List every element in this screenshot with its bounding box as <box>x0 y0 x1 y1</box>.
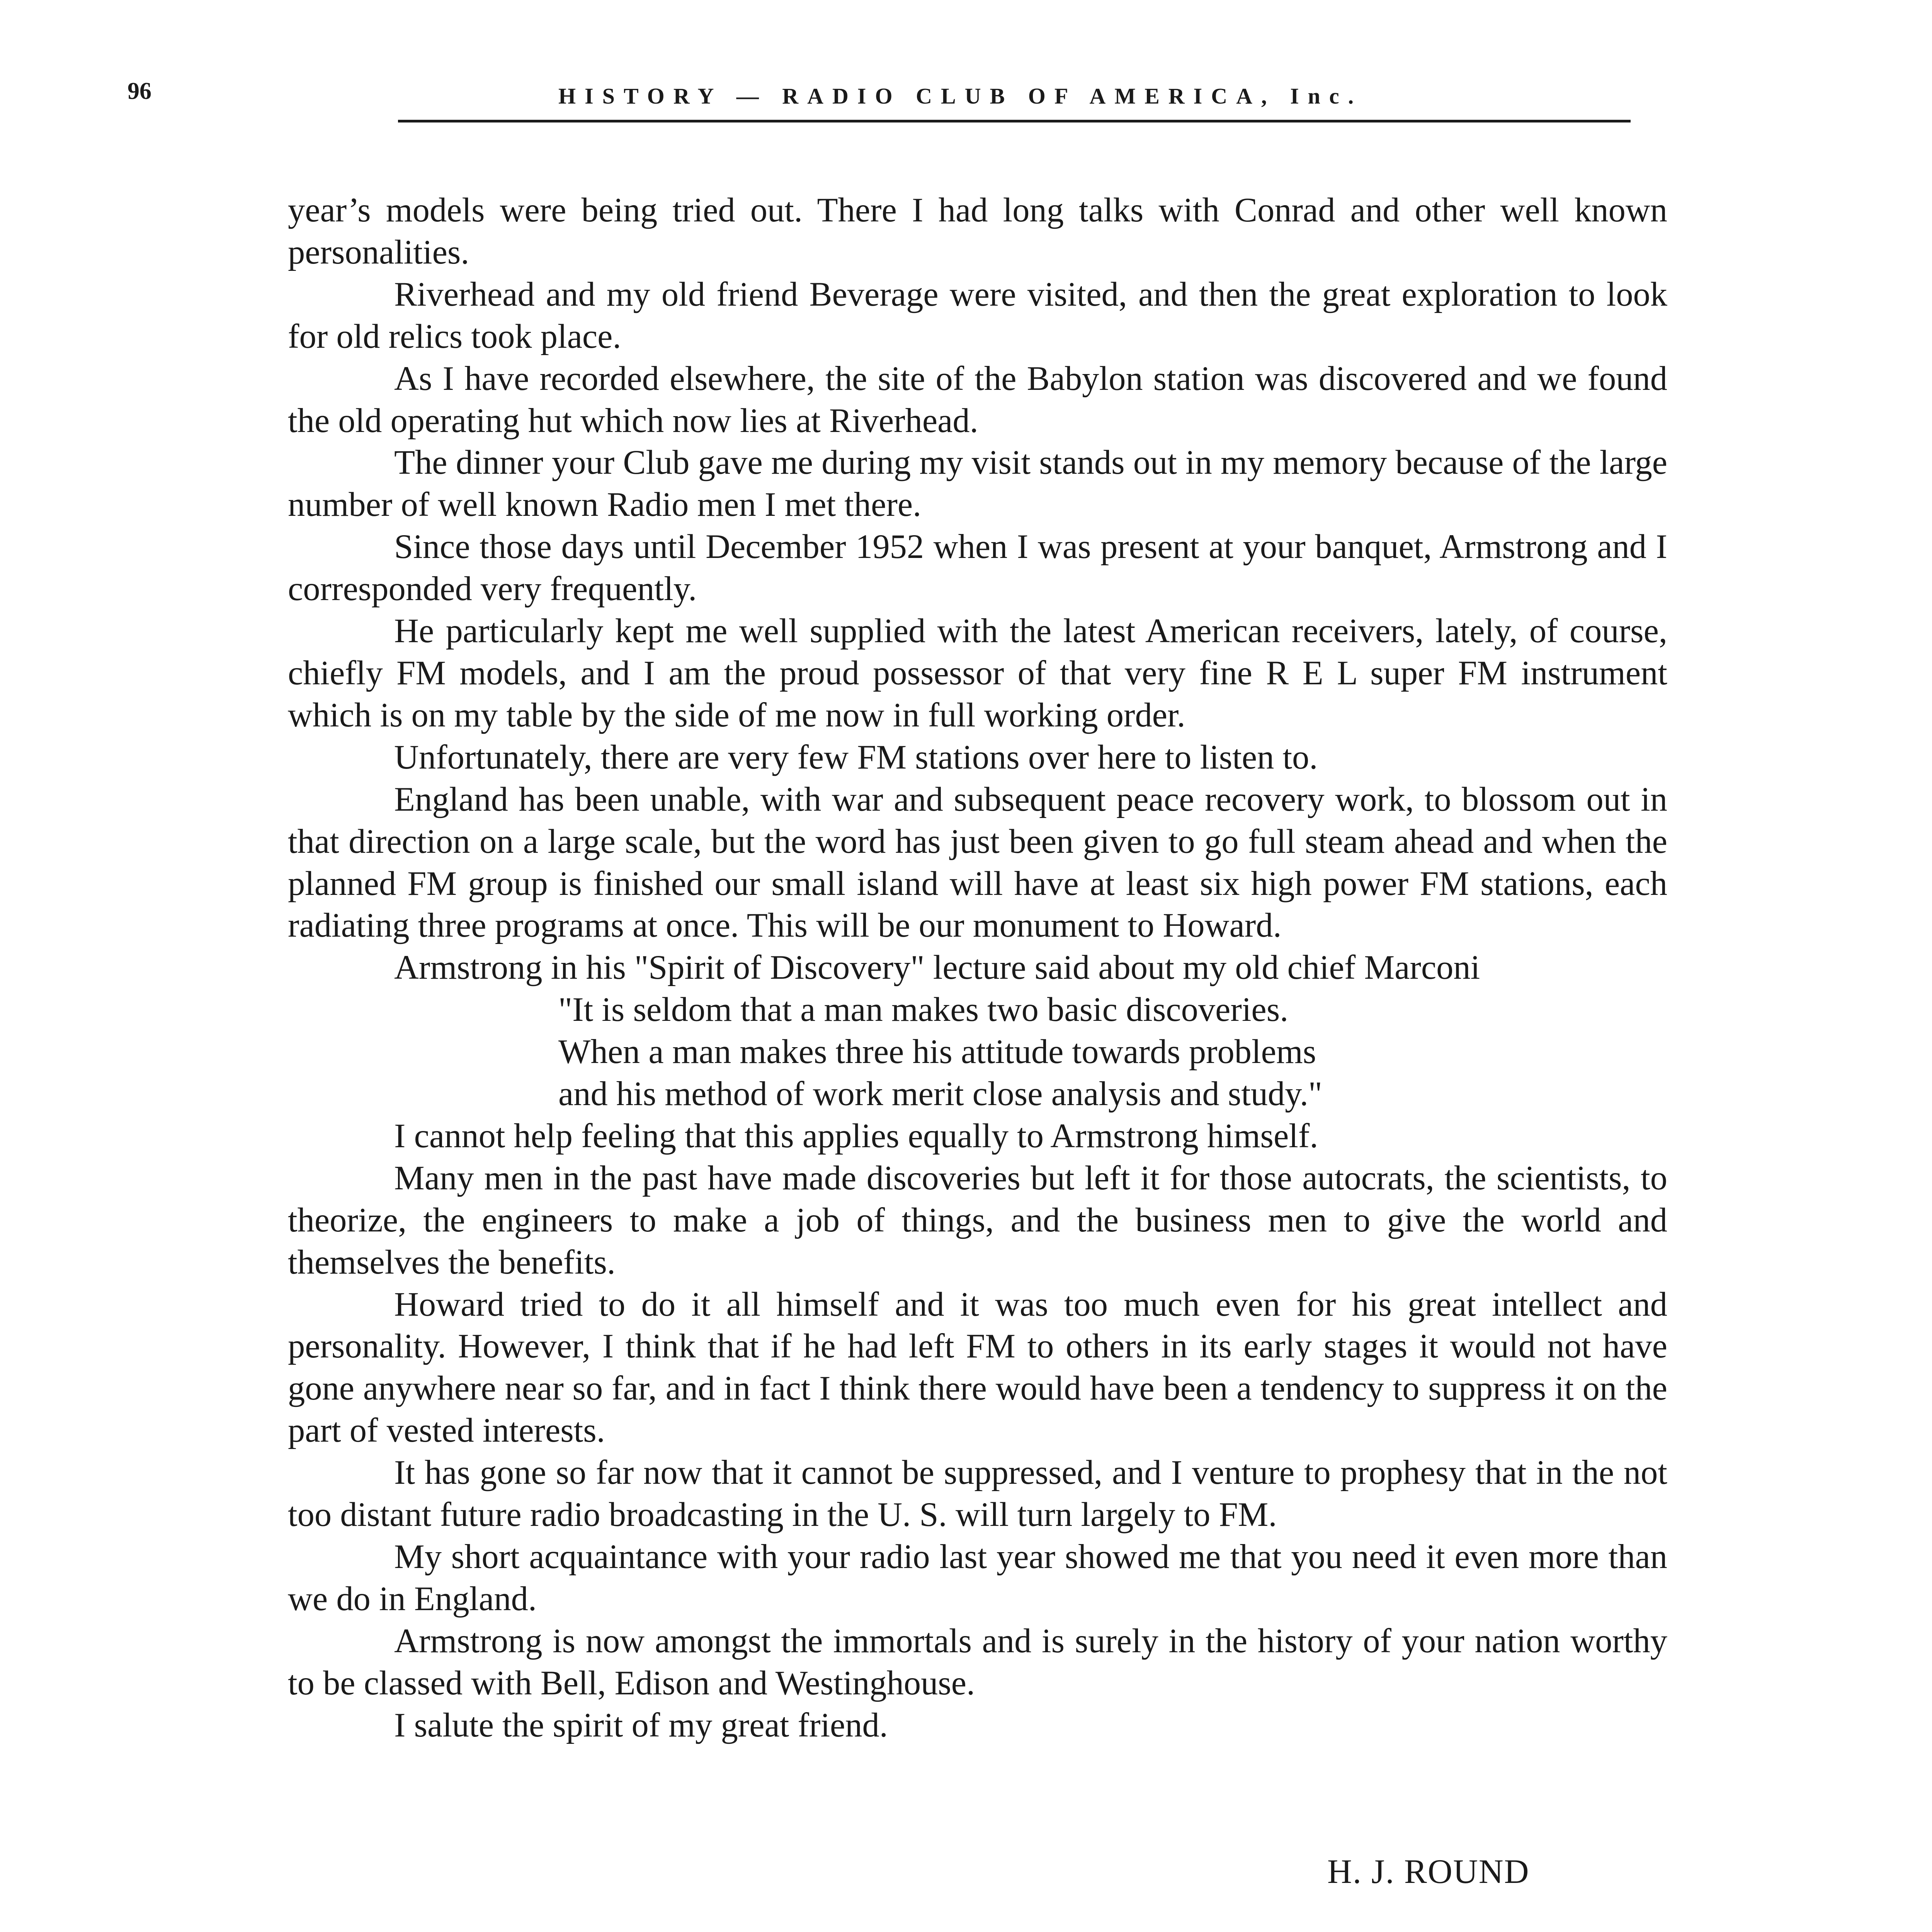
paragraph: Armstrong in his "Spirit of Discovery" lecture said about my old chief Marconi <box>394 949 1480 987</box>
quote-line: When a man makes three his attitude towards problems <box>558 1033 1316 1071</box>
paragraph: Unfortunately, there are very few FM stations over here to listen to. <box>394 738 1318 776</box>
page-number: 96 <box>128 78 151 104</box>
running-head <box>398 85 1631 122</box>
paragraph: Since those days until December 1952 when I was present at your banquet, Armstrong and I corresponded very frequently. <box>288 528 1667 608</box>
paragraph: He particularly kept me well supplied with the latest American receivers, lately, of course, chiefly FM models, and I am the proud possessor of that very fine R E L super FM instrument which is on my table by the side of me now in full working order. <box>288 612 1667 734</box>
paragraph: England has been unable, with war and subsequent peace recovery work, to blossom out in that direction on a large scale, but the word has just been given to go full steam ahead and when the planned FM group is finished our small island will have at least six high power FM stations, each radiating three programs at once. This will be our monument to Howard. <box>288 780 1667 945</box>
paragraph: The dinner your Club gave me during my visit stands out in my memory because of the large number of well known Radio men I met there. <box>288 444 1667 524</box>
body-text <box>288 189 1667 1747</box>
paragraph: My short acquaintance with your radio last year showed me that you need it even more than we do in England. <box>288 1538 1667 1618</box>
paragraph: Many men in the past have made discoveries but left it for those autocrats, the scientists, to theorize, the engineers to make a job of things, and the business men to give the world and themselves the benefits. <box>288 1159 1667 1281</box>
quote-line: and his method of work merit close analysis and study." <box>558 1075 1323 1113</box>
paragraph: I salute the spirit of my great friend. <box>394 1706 888 1744</box>
paragraph: I cannot help feeling that this applies equally to Armstrong himself. <box>394 1117 1318 1155</box>
paragraph: Armstrong is now amongst the immortals and is surely in the history of your nation worthy to be classed with Bell, Edison and Westinghouse. <box>288 1622 1667 1702</box>
paragraph: Riverhead and my old friend Beverage were visited, and then the great exploration to look for old relics took place. <box>288 275 1667 355</box>
block-quote <box>288 989 1667 1115</box>
paragraph: year’s models were being tried out. There I had long talks with Conrad and other well known personalities. <box>288 191 1667 271</box>
paragraph: As I have recorded elsewhere, the site of the Babylon station was discovered and we found the old operating hut which now lies at Riverhead. <box>288 359 1667 440</box>
quote-line: "It is seldom that a man makes two basic discoveries. <box>558 991 1289 1029</box>
paragraph: Howard tried to do it all himself and it was too much even for his great intellect and personality. However, I think that if he had left FM to others in its early stages it would not have gone anywhere near so far, and in fact I think there would have been a tendency to suppress it on the part of vested interests. <box>288 1285 1667 1450</box>
signature: H. J. ROUND <box>1327 1853 1530 1891</box>
paragraph: It has gone so far now that it cannot be suppressed, and I venture to prophesy that in the not too distant future radio broadcasting in the U. S. will turn largely to FM. <box>288 1454 1667 1534</box>
running-head-title: HISTORY — RADIO CLUB OF AMERICA, Inc. <box>558 83 1363 109</box>
